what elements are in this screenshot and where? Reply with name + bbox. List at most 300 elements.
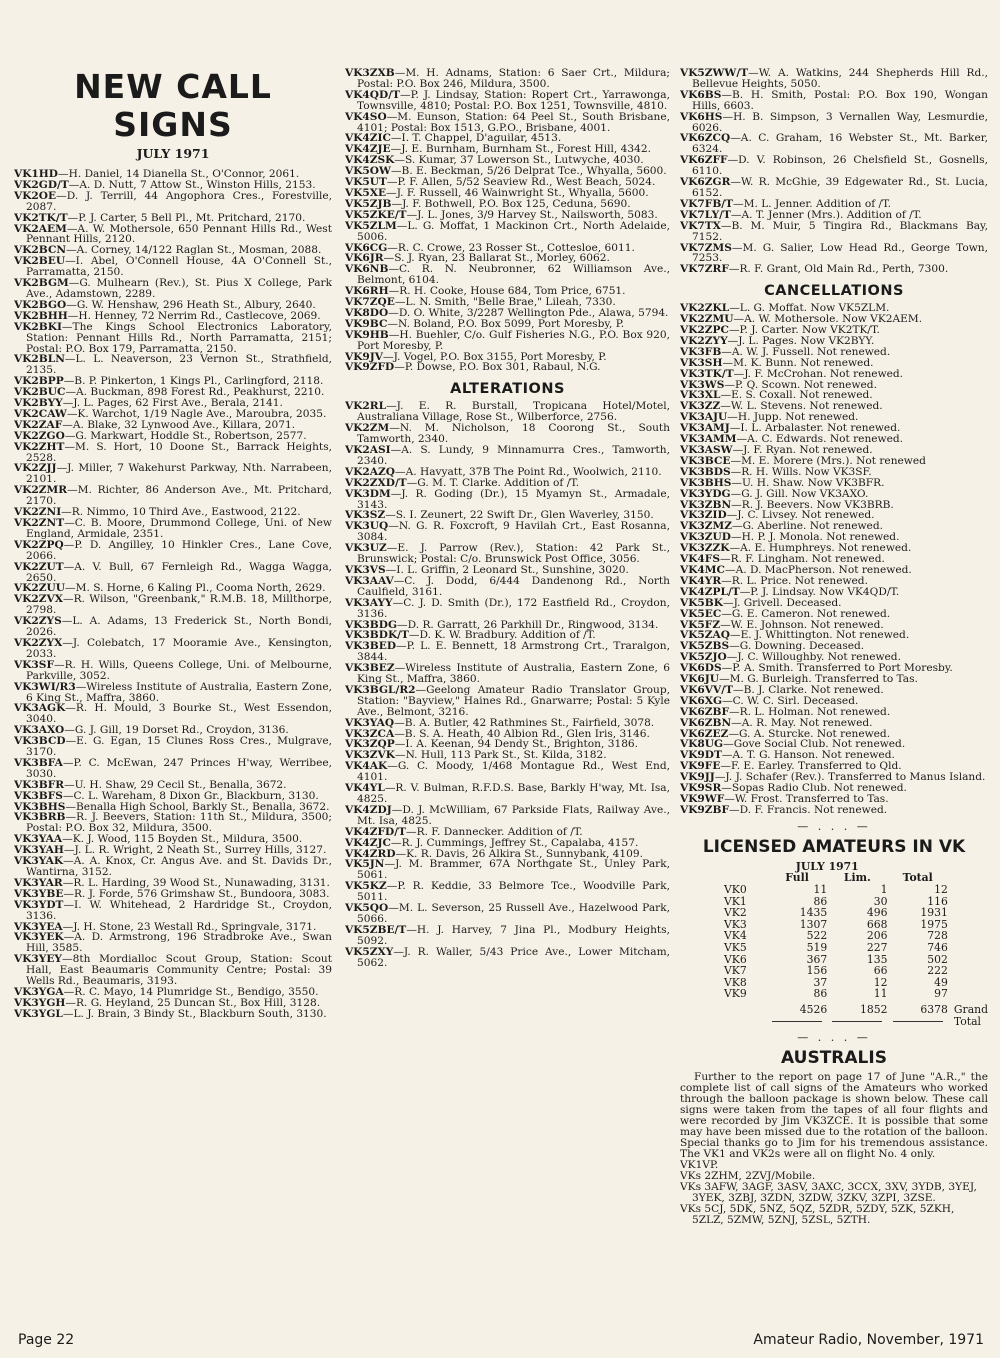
list-item: VK2ZMU—A. W. Mothersole. Now VK2AEM. — [680, 313, 923, 326]
list-item: VK3SH—M. K. Bunn. Not renewed. — [680, 356, 874, 369]
state-cell: VK0 — [724, 883, 747, 896]
publication-footer: Amateur Radio, November, 1971 — [753, 1332, 984, 1348]
list-item: VK6NB—C. R. N. Neubronner, 62 Williamson Ave., Belmont, 6104. — [345, 263, 670, 287]
call-sign: VK2ZGO — [14, 429, 65, 442]
list-item: VK2TK/T—P. J. Carter, 5 Bell Pl., Mt. Pritchard, 2170. — [14, 211, 306, 224]
call-sign: VK2TK/T — [14, 211, 68, 224]
count-cell: 135 — [866, 952, 888, 966]
call-sign: VK3XL — [680, 389, 721, 402]
list-item: VK4SO—M. Eunson, Station: 64 Peel St., South Brisbane, 4101; Postal: Box 1513, G.P.O., Brisbane, 4001. — [345, 110, 670, 134]
state-cell: VK5 — [724, 940, 747, 954]
list-item: VK3YGL—L. J. Brain, 3 Bindy St., Blackburn South, 3130. — [14, 1007, 327, 1020]
call-sign: VK2CAW — [14, 407, 67, 420]
count-cell: 668 — [866, 917, 888, 931]
list-item: VK7ZRF—R. F. Grant, Old Main Rd., Perth, 7300. — [680, 263, 949, 276]
list-item: VK3ZBN—R. J. Beevers. Now VK3BRB. — [680, 498, 894, 511]
list-item: VK2BGM—G. Mulhearn (Rev.), St. Pius X College, Park Ave., Adamstown, 2289. — [14, 277, 332, 300]
call-sign: VK2ZYS — [14, 615, 62, 628]
list-item: VK8UG—Gove Social Club. Not renewed. — [680, 738, 906, 751]
list-item: VK3BDK/T—D. K. W. Bradbury. Addition of /T. — [345, 629, 596, 642]
list-item: VK7ZMS—M. G. Salier, Low Head Rd., George Town, 7253. — [680, 241, 988, 265]
column-1 — [14, 62, 332, 1020]
call-sign: VK7LY/T — [680, 208, 731, 221]
call-sign: VK2BGO — [14, 298, 67, 311]
list-item: VK4ZJE—J. E. Burnham, Burnham St., Forest Hill, 4342. — [345, 143, 651, 156]
call-sign: VK7ZRF — [680, 263, 729, 276]
new-call-signs-list — [14, 169, 332, 1020]
count-cell: 1435 — [799, 906, 828, 920]
list-item: VK2ZVX—R. Wilson, "Greenbank," R.M.B. 18, Millthorpe, 2798. — [14, 593, 332, 617]
call-sign: VK5UT — [345, 176, 387, 189]
call-sign: VK9JJ — [680, 771, 715, 784]
list-item: VK2ZNT—C. B. Moore, Drummond College, Uni. of New England, Armidale, 2351. — [14, 517, 332, 540]
state-cell: VK6 — [724, 952, 747, 966]
licensed-amateurs-heading: LICENSED AMATEURS IN VK — [702, 836, 966, 857]
count-cell: 49 — [934, 975, 948, 989]
licensed-amateurs-table — [724, 861, 988, 1027]
list-item: VK6BS—B. H. Smith, Postal: P.O. Box 190, Wongan Hills, 6603. — [680, 88, 988, 112]
list-item: VK5JN—J. M. Brammer, 67A Northgate St., Unley Park, 5061. — [345, 858, 670, 882]
call-sign: VK3YGH — [14, 996, 66, 1009]
call-sign: VK3SF — [14, 658, 54, 671]
call-sign: VK5ZLM — [345, 219, 397, 232]
count-cell: 496 — [866, 906, 888, 920]
call-sign: VK5ZBS — [680, 640, 730, 653]
list-item: VK2BYY—J. L. Pages, 62 First Ave., Berala, 2141. — [14, 397, 283, 410]
call-sign: VK2ZUT — [14, 560, 64, 573]
call-sign: VK3BHS — [680, 476, 732, 489]
call-sign: VK4YL — [345, 782, 385, 795]
call-sign: VK2BCN — [14, 244, 67, 257]
list-item: VK3YGA—R. C. Mayo, 14 Plumridge St., Bendigo, 3550. — [14, 985, 319, 998]
call-sign: VK3AMJ — [680, 422, 730, 435]
call-sign: VK2BKI — [14, 320, 62, 333]
count-cell: 97 — [934, 987, 948, 1001]
call-sign: VK6ZEZ — [680, 727, 729, 740]
call-sign: VK9DT — [680, 749, 722, 762]
section-divider: — . . . — — [797, 819, 871, 833]
list-item: VK2CAW—K. Warchot, 1/19 Nagle Ave., Maroubra, 2035. — [14, 407, 327, 420]
call-sign: VK2ZYY — [680, 334, 728, 347]
list-item: VK2GD/T—A. D. Nutt, 7 Attow St., Winston Hills, 2153. — [14, 178, 316, 191]
list-item: VK3YBE—R. J. Forde, 576 Grimshaw St., Bundoora, 3083. — [14, 887, 330, 900]
count-cell: 66 — [873, 964, 888, 978]
call-sign: VK9BC — [345, 317, 388, 330]
call-sign: VK5BK — [680, 596, 723, 609]
list-item: VK5BK—J. Grivell. Deceased. — [680, 596, 842, 609]
call-sign: VK3SZ — [345, 509, 386, 522]
table-row — [724, 930, 988, 942]
table-row — [724, 988, 988, 1000]
list-item: VK9ZFD—P. Dowse, P.O. Box 301, Rabaul, N.G. — [345, 361, 601, 374]
list-item: VK7ZQE—L. N. Smith, "Belle Brae," Lileah, 7330. — [345, 296, 616, 309]
list-item: VK3BCD—E. G. Egan, 15 Clunes Ross Cres., Mulgrave, 3170. — [14, 735, 332, 759]
list-item: VK6ZBN—A. R. May. Not renewed. — [680, 716, 873, 729]
call-sign: VK2BUC — [14, 386, 66, 399]
count-cell: 222 — [927, 964, 948, 978]
call-sign: VK2BYY — [14, 397, 63, 410]
call-sign: VK3AMM — [680, 433, 737, 446]
call-sign: VK2ZPC — [680, 324, 729, 337]
australis-call-list — [680, 1160, 988, 1226]
call-sign: VK4ZDJ — [345, 803, 392, 816]
list-item: VK2ZNI—R. Nimmo, 10 Third Ave., Eastwood, 2122. — [14, 506, 301, 519]
list-item: VK5ZBS—G. Downing. Deceased. — [680, 640, 865, 653]
call-sign: VK3ZUD — [680, 531, 731, 544]
list-item: VK3YEA—J. H. Stone, 23 Westall Rd., Springvale, 3171. — [14, 920, 317, 933]
count-cell: 206 — [866, 929, 888, 943]
call-sign: VK1HD — [14, 168, 58, 180]
call-sign: VK5OW — [345, 165, 391, 178]
call-sign: VK3AAV — [345, 574, 394, 587]
call-sign: VK3YAK — [14, 855, 64, 868]
call-sign: VK3BRB — [14, 811, 66, 824]
call-sign: VK4ZSK — [345, 154, 395, 167]
call-sign: VK3ZMZ — [680, 520, 732, 533]
state-cell: VK4 — [724, 929, 747, 943]
count-cell: 11 — [873, 987, 888, 1001]
list-item: VK3ZID—J. C. Livsey. Not renewed. — [680, 509, 875, 522]
call-sign: VK3AJU — [680, 411, 728, 424]
list-item: VK5ZWW/T—W. A. Watkins, 244 Shepherds Hill Rd., Bellevue Heights, 5050. — [680, 68, 988, 90]
list-item: VK2ZUT—A. V. Bull, 67 Fernleigh Rd., Wagga Wagga, 2650. — [14, 560, 332, 584]
call-sign: VK5ZKE/T — [345, 208, 407, 221]
alterations-list — [345, 401, 670, 968]
list-item: VK9JJ—J. J. Schafer (Rev.). Transferred to Manus Island. — [680, 771, 986, 784]
call-sign: VK3BFR — [14, 778, 65, 791]
list-item: VK3AXO—G. J. Gill, 19 Dorset Rd., Croydon, 3136. — [14, 724, 289, 737]
call-sign: VK6ZGR — [680, 176, 731, 189]
list-item: VK3AGK—R. H. Mould, 3 Bourke St., West Essendon, 3040. — [14, 702, 332, 726]
list-item: VK9HB—H. Buehler, C/o. Gulf Fisheries N.G., P.O. Box 920, Port Moresby, P. — [345, 328, 670, 352]
table-row — [724, 942, 988, 954]
header-total: Total — [902, 871, 933, 885]
count-cell: 519 — [806, 940, 828, 954]
list-item: VK3YEY—8th Mordialloc Scout Group, Station: Scout Hall, East Beaumaris Community Centre; Postal: 39 Wells Rd., Beaumaris, 3193. — [14, 953, 332, 988]
list-item: VK5ZBE/T—H. J. Harvey, 7 Jina Pl., Modbury Heights, 5092. — [345, 923, 670, 947]
call-sign: VK2AZQ — [345, 465, 395, 478]
call-sign: VK2ZUU — [14, 582, 66, 595]
list-item: VK7TX—B. M. Muir, 5 Tingira Rd., Blackmans Bay, 7152. — [680, 219, 988, 243]
call-sign: VK3YDG — [680, 487, 731, 500]
call-sign: VK2ZAF — [14, 418, 63, 431]
list-item: VK3SZ—S. I. Zeunert, 22 Swift Dr., Glen Waverley, 3150. — [345, 509, 654, 522]
list-item: VK3BED—P. L. E. Bennett, 18 Armstrong Crt., Traralgon, 3844. — [345, 640, 670, 664]
call-sign: VK3ZXB — [345, 68, 395, 79]
list-item: VK5FZ—W. E. Johnson. Not renewed. — [680, 618, 884, 631]
call-sign: VK4ZRD — [345, 847, 396, 860]
call-sign: VK3YDT — [14, 898, 64, 911]
list-item: VK6JR—S. J. Ryan, 23 Ballarat St., Morley, 6062. — [345, 252, 610, 265]
header-full: Full — [785, 871, 809, 885]
total-label: Total — [953, 1014, 981, 1028]
call-sign: VK3AXO — [14, 724, 65, 737]
list-item: VK3XL—E. S. Coxall. Not renewed. — [680, 389, 873, 402]
list-item: VK3ZMZ—G. Aberline. Not renewed. — [680, 520, 883, 533]
call-sign: VK2ZKL — [680, 302, 730, 315]
call-sign: VK2GD/T — [14, 178, 69, 191]
count-cell: 12 — [934, 883, 948, 896]
call-sign: VK8UG — [680, 738, 724, 751]
call-sign: VK3BGL/R2 — [345, 683, 416, 696]
call-sign: VK5ZBE/T — [345, 923, 407, 936]
count-cell: 86 — [813, 987, 828, 1001]
australis-line: VKs 5CJ, 5DK, 5NZ, 5QZ, 5ZDR, 5ZDY, 5ZK, 5ZKH, 5ZLZ, 5ZMW, 5ZNJ, 5ZSL, 5ZTH. — [680, 1203, 955, 1227]
call-sign: VK2BEU — [14, 255, 66, 268]
call-sign: VK4YR — [680, 574, 722, 587]
call-sign: VK3WI/R3 — [14, 680, 76, 693]
list-item: VK3YAQ—B. A. Butler, 42 Rathmines St., Fairfield, 3078. — [345, 716, 655, 729]
call-sign: VK2BLN — [14, 353, 65, 366]
list-item: VK3AJU—H. Jupp. Not renewed. — [680, 411, 859, 424]
call-sign: VK3WS — [680, 378, 725, 391]
list-item: VK9DT—A. T. G. Hanson. Not renewed. — [680, 749, 895, 762]
list-item: VK9ZBF—D. F. Francis. Not renewed. — [680, 803, 888, 816]
list-item: VK3BHS—U. H. Shaw. Now VK3BFR. — [680, 476, 885, 489]
list-item: VK5ZJO—J. C. Willoughby. Not renewed. — [680, 651, 901, 664]
list-item: VK2BLN—L. L. Neaverson, 23 Vernon St., Strathfield, 2135. — [14, 353, 332, 377]
call-sign: VK2RL — [345, 400, 387, 413]
table-month: JULY 1971 — [795, 859, 859, 873]
call-sign: VK3BCE — [680, 454, 731, 467]
call-sign: VK9ZFD — [345, 361, 395, 374]
grand-label: Grand — [953, 1002, 988, 1016]
call-sign: VK9JV — [345, 350, 384, 363]
call-sign: VK6XG — [680, 694, 723, 707]
list-item: VK6ZCQ—A. C. Graham, 16 Webster St., Mt. Barker, 6324. — [680, 132, 988, 156]
call-sign: VK6JR — [345, 252, 384, 265]
month-heading: JULY 1971 — [136, 146, 210, 161]
list-item: VK3ZQP—I. A. Keenan, 94 Dendy St., Brighton, 3186. — [345, 738, 639, 751]
call-sign: VK4ZIC — [345, 132, 391, 145]
count-cell: 86 — [813, 894, 828, 908]
call-sign: VK3ZID — [680, 509, 727, 522]
count-cell: 502 — [927, 952, 948, 966]
call-sign: VK3SH — [680, 356, 723, 369]
call-sign: VK3BFA — [14, 756, 63, 769]
state-cell: VK3 — [724, 917, 747, 931]
count-cell: 1307 — [799, 917, 828, 931]
call-sign: VK3BHS — [14, 800, 66, 813]
australis-line: VK1VP. — [680, 1159, 719, 1172]
list-item: VK4ZJC—R. J. Cummings, Jeffrey St., Capalaba, 4157. — [345, 836, 639, 849]
call-sign: VK6BS — [680, 88, 722, 101]
list-item: VK4QD/T—P. J. Lindsay, Station: Ropert Crt., Yarrawonga, Townsville, 4810; Postal: P.O. Box 1251, Townsville, 4810. — [345, 88, 670, 112]
call-sign: VK2ZM — [345, 422, 390, 435]
list-item: VK3TK/T—J. F. McCrohan. Not renewed. — [680, 367, 904, 380]
list-item: VK2AEM—A. W. Mothersole, 650 Pennant Hills Rd., West Pennant Hills, 2120. — [14, 222, 332, 246]
list-item: VK3YAH—J. L. R. Wright, 2 Neath St., Surrey Hills, 3127. — [14, 844, 327, 857]
call-sign: VK7ZMS — [680, 241, 732, 254]
list-item: VK3BHS—Benalla High School, Barkly St., Benalla, 3672. — [14, 800, 330, 813]
list-item: VK2OE—D. J. Terrill, 44 Angophora Cres., Forestville, 2087. — [14, 189, 332, 213]
call-sign: VK2ZJJ — [14, 462, 57, 475]
list-item: VK2ZYY—J. L. Pages. Now VK2BYY. — [680, 334, 875, 347]
call-sign: VK4ZJC — [345, 836, 391, 849]
table-body — [724, 884, 988, 1000]
list-item: VK3ASW—J. F. Ryan. Not renewed. — [680, 444, 873, 456]
call-sign: VK3DM — [345, 487, 391, 500]
call-sign: VK3YAQ — [345, 716, 395, 729]
cancellations-heading: CANCELLATIONS — [764, 283, 904, 300]
list-item: VK3BEZ—Wireless Institute of Australia, Eastern Zone, 6 King St., Maffra, 3860. — [345, 662, 670, 686]
column-2 — [345, 68, 670, 969]
list-item: VK3ZVK—N. Hull, 113 Park St., St. Kilda, 3182. — [345, 749, 607, 762]
list-item: VK5KZ—P. R. Keddie, 33 Belmore Tce., Woodville Park, 5011. — [345, 880, 670, 904]
list-item: VK6ZGR—W. R. McGhie, 39 Edgewater Rd., St. Lucia, 6152. — [680, 176, 988, 199]
header-limited: Lim. — [843, 871, 871, 885]
list-item: VK2ZMR—M. Richter, 86 Anderson Ave., Mt. Pritchard, 2170. — [14, 484, 332, 508]
count-cell: 522 — [806, 929, 828, 943]
call-sign: VK3BDG — [345, 618, 397, 631]
list-item: VK2BHH—H. Henney, 72 Nerrim Rd., Castlecove, 2069. — [14, 309, 321, 322]
list-item: VK3YAR—R. L. Harding, 39 Wood St., Nunawading, 3131. — [14, 876, 330, 889]
call-sign: VK4ZJE — [345, 143, 391, 156]
call-sign: VK4QD/T — [345, 88, 400, 101]
page-number: Page 22 — [18, 1332, 75, 1348]
table-row — [724, 884, 988, 896]
count-cell: 116 — [927, 894, 948, 908]
call-sign: VK4ZFD/T — [345, 825, 406, 838]
table-row — [724, 965, 988, 977]
state-cell: VK7 — [724, 964, 747, 978]
list-item: VK3AYY—C. J. D. Smith (Dr.), 172 Eastfield Rd., Croydon, 3136. — [345, 596, 670, 620]
list-item: VK3YGH—R. G. Heyland, 25 Duncan St., Box Hill, 3128. — [14, 996, 321, 1009]
call-sign: VK5ZXY — [345, 945, 394, 958]
call-sign: VK3BED — [345, 640, 397, 653]
list-item: VK2BPP—B. P. Pinkerton, 1 Kings Pl., Carlingford, 2118. — [14, 375, 324, 388]
alterations-list-continued — [680, 68, 988, 275]
call-sign: VK3YEA — [14, 920, 63, 933]
list-item: VK2BCN—A. Corney, 14/122 Raglan St., Mosman, 2088. — [14, 244, 322, 257]
call-sign: VK3ZCA — [345, 727, 395, 740]
list-item: VK5XE—J. F. Russell, 46 Wainwright St., Whyalla, 5600. — [345, 186, 649, 199]
call-sign: VK6RH — [345, 285, 389, 298]
list-item: VK3YEK—A. D. Armstrong, 196 Stradbroke Ave., Swan Hill, 3585. — [14, 931, 332, 955]
list-item: VK3WI/R3—Wireless Institute of Australia, Eastern Zone, 6 King St., Maffra, 3860. — [14, 680, 332, 704]
call-sign: VK2OE — [14, 189, 57, 202]
call-sign: VK3ASW — [680, 444, 733, 456]
call-sign: VK5ZJB — [345, 197, 392, 210]
list-item: VK3BRB—R. J. Beevers, Station: 11th St., Mildura, 3500; Postal: P.O. Box 32, Mildura, 3500. — [14, 811, 332, 835]
count-cell: 37 — [813, 975, 828, 989]
list-item: VK9JV—J. Vogel, P.O. Box 3155, Port Moresby, P. — [345, 350, 607, 363]
call-sign: VK3ZBN — [680, 498, 732, 511]
list-item: VK7FB/T—M. L. Jenner. Addition of /T. — [680, 197, 891, 210]
call-sign: VK9SR — [680, 782, 722, 795]
call-sign: VK5XE — [345, 186, 387, 199]
total-full: 4526 — [799, 1002, 828, 1016]
call-sign: VK3BDS — [680, 465, 731, 478]
call-sign: VK4MC — [680, 563, 725, 576]
call-sign: VK4SO — [345, 110, 387, 123]
call-sign: VK7FB/T — [680, 197, 734, 210]
call-sign: VK4FS — [680, 553, 720, 566]
list-item: VK5EC—G. E. Cameron. Not renewed. — [680, 607, 891, 620]
list-item: VK3YAA—K. J. Wood, 115 Boyden St., Mildura, 3500. — [14, 833, 303, 846]
call-sign: VK6NB — [345, 263, 389, 276]
call-sign: VK5QO — [345, 902, 389, 915]
count-cell: 1931 — [920, 906, 948, 920]
list-item: VK6ZBF—R. L. Holman. Not renewed. — [680, 705, 891, 718]
list-item: VK2ZKL—L. G. Moffat. Now VK5ZLM. — [680, 302, 890, 315]
list-item: VK2ZYX—J. Colebatch, 17 Mooramie Ave., Kensington, 2033. — [14, 636, 332, 660]
table-header-row — [724, 872, 988, 884]
call-sign: VK7ZQE — [345, 296, 395, 309]
list-item: VK2AZQ—A. Havyatt, 37B The Point Rd., Woolwich, 2110. — [345, 465, 662, 478]
list-item: VK3AMJ—I. L. Arbalaster. Not renewed. — [680, 422, 901, 435]
list-item: VK8DO—D. O. White, 3/2287 Wellington Pde., Alawa, 5794. — [345, 306, 669, 319]
page-title: NEW CALL SIGNS — [74, 67, 272, 144]
list-item: VK4ZDJ—D. J. McWilliam, 67 Parkside Flats, Railway Ave., Mt. Isa, 4825. — [345, 803, 670, 827]
call-sign: VK9ZBF — [680, 803, 730, 816]
list-item: VK3BFR—U. H. Shaw, 29 Cecil St., Benalla, 3672. — [14, 778, 287, 791]
column-3 — [680, 68, 988, 1226]
call-sign: VK2ASI — [345, 444, 391, 456]
list-item: VK5ZAQ—E. J. Whittington. Not renewed. — [680, 629, 910, 642]
list-item: VK9WF—W. Frost. Transferred to Tas. — [680, 793, 889, 805]
list-item: VK6CG—R. C. Crowe, 23 Rosser St., Cottesloe, 6011. — [345, 241, 635, 254]
call-sign: VK3YEY — [14, 953, 62, 966]
call-sign: VK3BCD — [14, 735, 66, 748]
state-cell: VK1 — [724, 894, 747, 908]
count-cell: 746 — [927, 940, 948, 954]
list-item: VK4YR—R. L. Price. Not renewed. — [680, 574, 868, 587]
call-sign: VK2BPP — [14, 375, 64, 388]
count-cell: 1 — [880, 883, 888, 896]
call-sign: VK6JU — [680, 673, 720, 686]
table-row — [724, 896, 988, 908]
list-item: VK6XG—C. W. C. Sirl. Deceased. — [680, 694, 859, 707]
call-sign: VK8DO — [345, 306, 389, 319]
call-sign: VK3YGA — [14, 985, 64, 998]
call-sign: VK3BDK/T — [345, 629, 409, 642]
list-item: VK3ZUD—H. P. J. Monola. Not renewed. — [680, 531, 900, 544]
call-sign: VK2ZNI — [14, 506, 62, 519]
call-sign: VK3BFS — [14, 789, 63, 802]
list-item: VK2BGO—G. W. Henshaw, 296 Heath St., Albury, 2640. — [14, 298, 316, 311]
list-item: VK3WS—P. Q. Scown. Not renewed. — [680, 378, 877, 391]
list-item: VK9SR—Sopas Radio Club. Not renewed. — [680, 782, 907, 795]
list-item: VK3AAV—C. J. Dodd, 6/444 Dandenong Rd., North Caulfield, 3161. — [345, 574, 670, 598]
list-item: VK2ZGO—G. Markwart, Hoddle St., Robertson, 2577. — [14, 429, 307, 442]
call-sign: VK2ZHT — [14, 440, 65, 453]
list-item: VK2ZAF—A. Blake, 32 Lynwood Ave., Killara, 2071. — [14, 418, 296, 431]
list-item: VK3VS—I. L. Griffin, 2 Leonard St., Sunshine, 3020. — [345, 563, 629, 576]
call-sign: VK5ZAQ — [680, 629, 730, 642]
list-item: VK2BKI—The Kings School Electronics Laboratory, Station: Pennant Hills Rd., North Parramatta, 2151; Postal: P.O. Box 179, Parramatta, 2150. — [14, 320, 332, 355]
call-sign: VK3YAR — [14, 876, 63, 889]
call-sign: VK3UZ — [345, 542, 387, 555]
call-sign: VK7TX — [680, 219, 721, 232]
call-sign: VK2ZVX — [14, 593, 63, 606]
total-limited: 1852 — [860, 1002, 888, 1016]
state-cell: VK2 — [724, 906, 747, 920]
table-row — [724, 954, 988, 966]
call-sign: VK2BGM — [14, 277, 69, 290]
list-item: VK3BDG—D. R. Garratt, 26 Parkhill Dr., Ringwood, 3134. — [345, 618, 659, 631]
list-item: VK5UT—P. F. Allen, 5/52 Seaview Rd., West Beach, 5024. — [345, 176, 656, 189]
call-sign: VK5ZJO — [680, 651, 727, 664]
table-totals-row — [724, 1000, 988, 1016]
list-item: VK4ZSK—S. Kumar, 37 Lowerson St., Lutwyche, 4030. — [345, 154, 644, 167]
table-row — [724, 907, 988, 919]
table-row — [724, 919, 988, 931]
total-all: 6378 — [920, 1002, 948, 1016]
australis-line: VKs 3AFW, 3AGF, 3ASV, 3AXC, 3CCX, 3XV, 3YDB, 3YEJ, 3YEK, 3ZBJ, 3ZDN, 3ZDW, 3ZKV, 3ZPI, 3ZSE. — [680, 1181, 977, 1205]
call-sign: VK3AYY — [345, 596, 393, 609]
count-cell: 227 — [866, 940, 888, 954]
